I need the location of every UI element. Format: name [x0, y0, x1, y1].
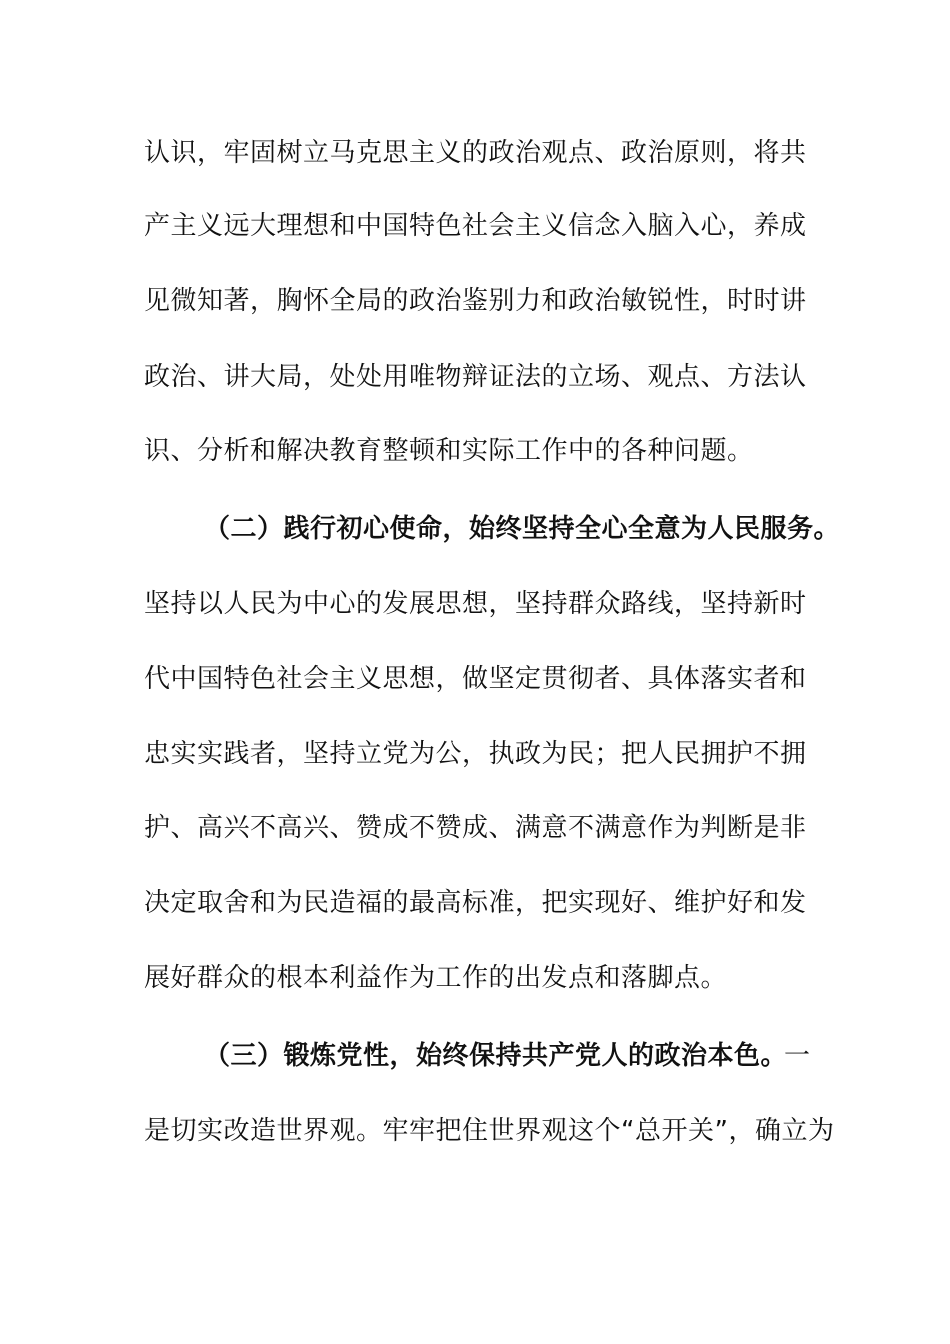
paragraph-line: 见微知著，胸怀全局的政治鉴别力和政治敏锐性，时时讲	[144, 286, 807, 316]
paragraph-line: 忠实实践者，坚持立党为公，执政为民；把人民拥护不拥	[144, 739, 807, 769]
paragraph-line: 认识，牢固树立马克思主义的政治观点、政治原则，将共	[144, 138, 807, 168]
paragraph-line: 决定取舍和为民造福的最高标准，把实现好、维护好和发	[144, 888, 807, 918]
paragraph-line: 产主义远大理想和中国特色社会主义信念入脑入心，养成	[144, 211, 807, 241]
paragraph-line: 是切实改造世界观。牢牢把住世界观这个“总开关”，确立为	[144, 1116, 835, 1146]
paragraph-line-continuation: 一	[784, 1041, 811, 1071]
paragraph-line: 护、高兴不高兴、赞成不赞成、满意不满意作为判断是非	[144, 813, 807, 843]
paragraph-line: 坚持以人民为中心的发展思想，坚持群众路线，坚持新时	[144, 589, 807, 619]
section-heading-2: （二）践行初心使命，始终坚持全心全意为人民服务。	[204, 514, 841, 544]
paragraph-line: 代中国特色社会主义思想，做坚定贯彻者、具体落实者和	[144, 664, 807, 694]
paragraph-line: 识、分析和解决教育整顿和实际工作中的各种问题。	[144, 436, 754, 466]
paragraph-line: 政治、讲大局，处处用唯物辩证法的立场、观点、方法认	[144, 362, 807, 392]
section-heading-3: （三）锻炼党性，始终保持共产党人的政治本色。	[204, 1041, 788, 1071]
paragraph-line: 展好群众的根本利益作为工作的出发点和落脚点。	[144, 963, 728, 993]
